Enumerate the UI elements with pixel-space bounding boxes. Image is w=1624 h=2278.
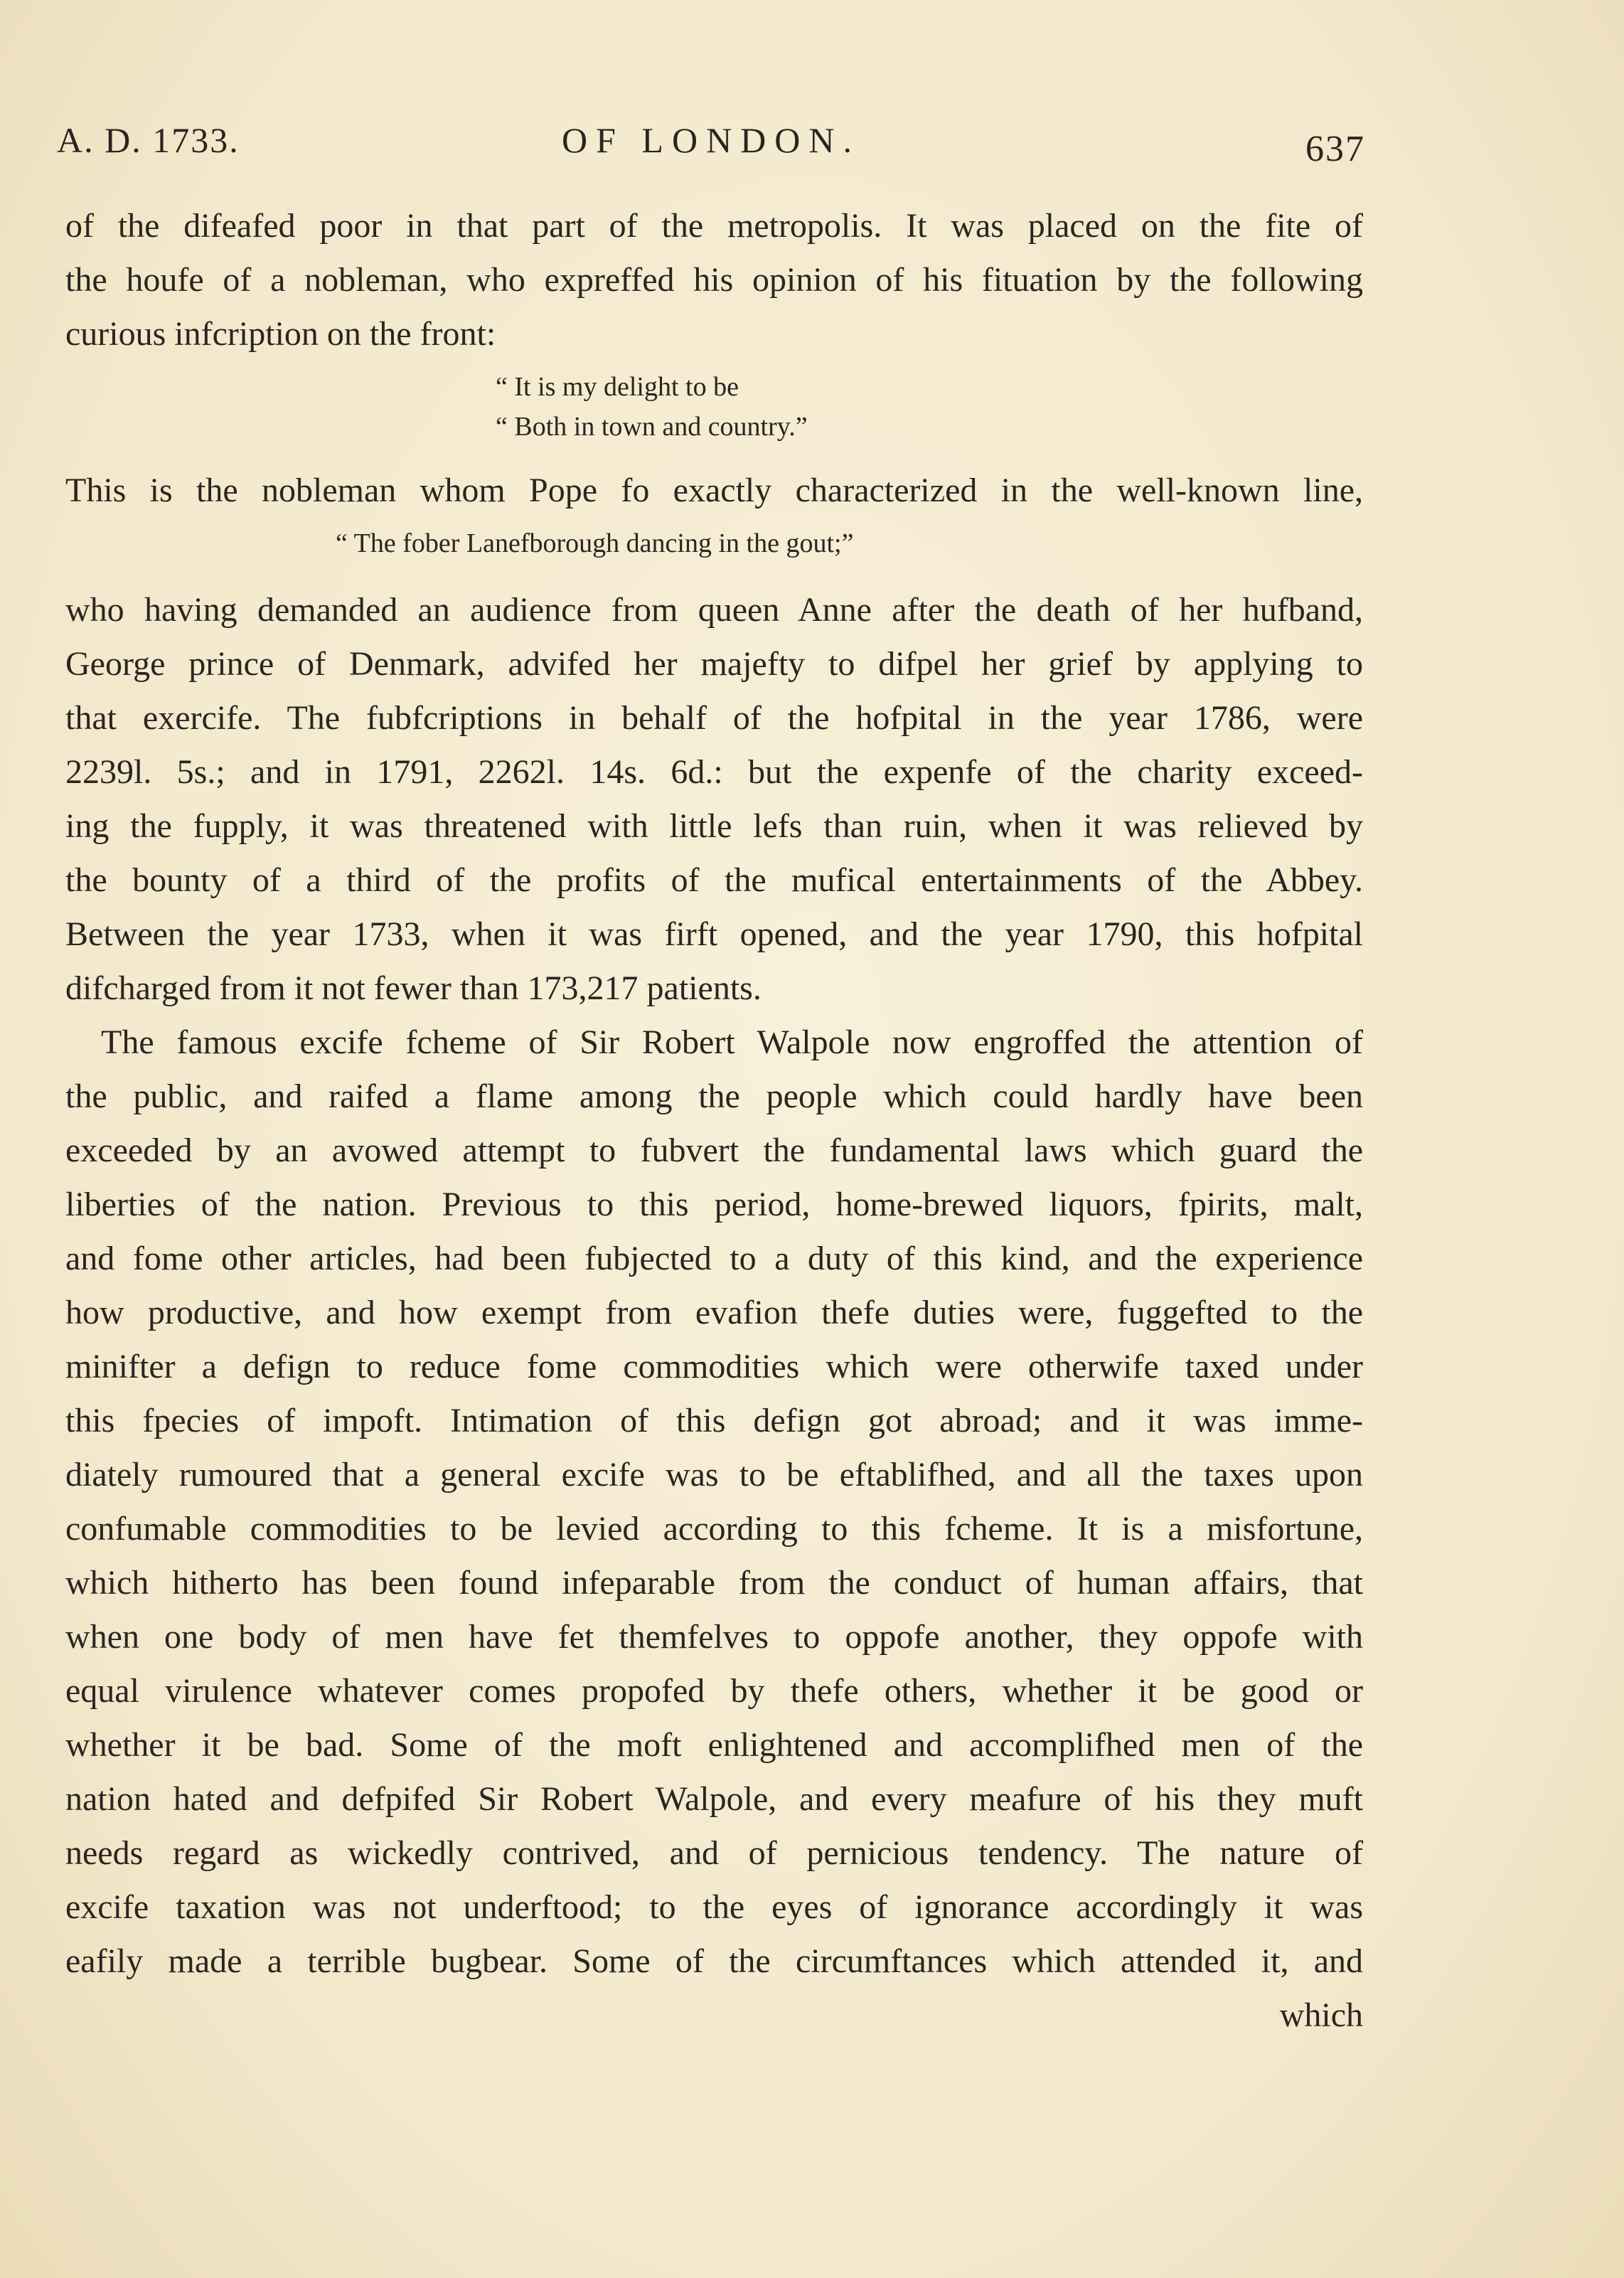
text-line: ing the fupply, it was threatened with little lefs than ruin, when it was relieved by xyxy=(65,807,1363,845)
text-line: that exercife. The fubfcriptions in behalf of the hofpital in the year 1786, were xyxy=(65,699,1363,737)
text-line: when one body of men have fet themfelves to oppofe another, they oppofe with xyxy=(65,1618,1363,1656)
text-line: 2239l. 5s.; and in 1791, 2262l. 14s. 6d.: but the expenfe of the charity exceed- xyxy=(65,753,1363,791)
text-line: of the difeafed poor in that part of the metropolis. It was placed on the fite of xyxy=(65,207,1363,245)
text-line: equal virulence whatever comes propofed by thefe others, whether it be good or xyxy=(65,1672,1363,1710)
text-line: George prince of Denmark, advifed her majefty to difpel her grief by applying to xyxy=(65,645,1363,683)
text-line: confumable commodities to be levied according to this fcheme. It is a misfortune, xyxy=(65,1510,1363,1548)
verse-line: “ It is my delight to be xyxy=(496,372,739,402)
paragraph-1 xyxy=(65,199,1363,361)
text-line: excife taxation was not underftood; to the eyes of ignorance accordingly it was xyxy=(65,1888,1363,1926)
text-line: who having demanded an audience from queen Anne after the death of her hufband, xyxy=(65,591,1363,629)
body-text xyxy=(65,199,1363,2043)
paragraph-4 xyxy=(65,1016,1363,1989)
text-line: nation hated and defpifed Sir Robert Walpole, and every meafure of his they muft xyxy=(65,1780,1363,1818)
paragraph-2 xyxy=(65,464,1363,518)
text-line: diately rumoured that a general excife was to be eftablifhed, and all the taxes upon xyxy=(65,1456,1363,1494)
text-line: The famous excife fcheme of Sir Robert Walpole now engroffed the attention of xyxy=(101,1023,1363,1061)
text-line: this fpecies of impoft. Intimation of this defign got abroad; and it was imme- xyxy=(65,1402,1363,1439)
text-line: This is the nobleman whom Pope fo exactly characterized in the well-known line, xyxy=(65,472,1363,509)
text-line: the public, and raifed a flame among the people which could hardly have been xyxy=(65,1077,1363,1115)
text-line: which hitherto has been found infeparable from the conduct of human affairs, that xyxy=(65,1564,1363,1602)
pope-quotation xyxy=(65,523,1363,563)
text-line: liberties of the nation. Previous to this period, home-brewed liquors, fpirits, malt, xyxy=(65,1186,1363,1223)
verse-line: “ Both in town and country.” xyxy=(496,412,808,442)
text-line: minifter a defign to reduce fome commodities which were otherwife taxed under xyxy=(65,1348,1363,1385)
text-line: whether it be bad. Some of the moft enlightened and accomplifhed men of the xyxy=(65,1726,1363,1764)
page-number: 637 xyxy=(1305,129,1365,169)
catchword: which xyxy=(1279,1996,1363,2034)
text-line: the bounty of a third of the profits of the mufical entertainments of the Abbey. xyxy=(65,861,1363,899)
text-line: curious infcription on the front: xyxy=(65,315,496,353)
text-line: exceeded by an avowed attempt to fubvert the fundamental laws which guard the xyxy=(65,1132,1363,1169)
header-year: A. D. 1733. xyxy=(57,120,240,160)
text-line: the houfe of a nobleman, who expreffed his opinion of his fituation by the following xyxy=(65,261,1363,299)
text-line: Between the year 1733, when it was firft opened, and the year 1790, this hofpital xyxy=(65,915,1363,953)
inscription-verse xyxy=(65,367,1363,447)
text-line: needs regard as wickedly contrived, and of pernicious tendency. The nature of xyxy=(65,1834,1363,1872)
text-line: difcharged from it not fewer than 173,217 patients. xyxy=(65,969,762,1007)
paragraph-3 xyxy=(65,583,1363,1016)
text-line: eafily made a terrible bugbear. Some of the circumftances which attended it, and xyxy=(65,1942,1363,1980)
text-line: how productive, and how exempt from evafion thefe duties were, fuggefted to the xyxy=(65,1294,1363,1331)
header-title: OF LONDON. xyxy=(562,120,860,160)
verse-line: “ The fober Lanefborough dancing in the gout;” xyxy=(336,528,854,558)
text-line: and fome other articles, had been fubjected to a duty of this kind, and the experience xyxy=(65,1240,1363,1277)
running-header xyxy=(57,112,1365,169)
